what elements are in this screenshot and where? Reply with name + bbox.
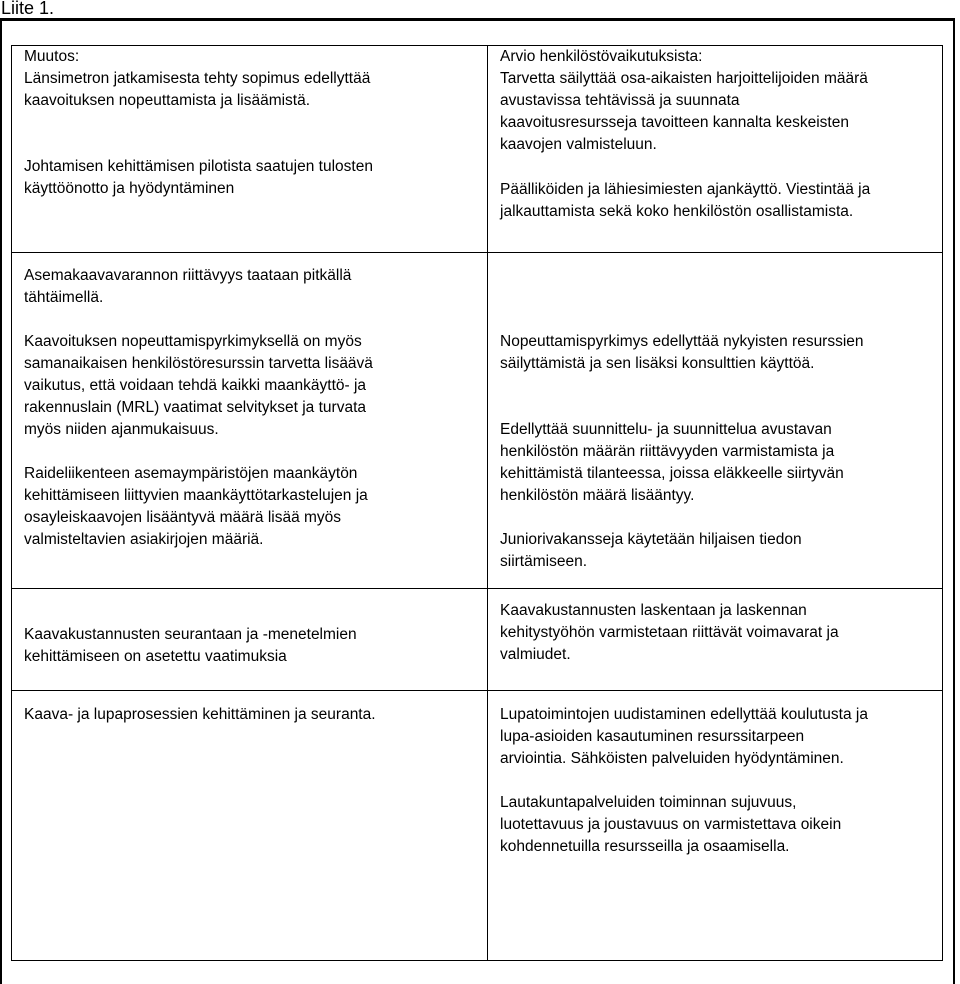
row2-right-text-2: Edellyttää suunnittelu- ja suunnittelua avustavan henkilöstön määrän riittävyyden varmistamista ja kehittämistä tilanteessa, joissa eläkkeelle siirtyvän henkilöstön määrä lisääntyy.: [500, 421, 844, 504]
row4-left-cell: [12, 691, 488, 961]
row2-right-text-3: Juniorivakansseja käytetään hiljaisen tiedon siirtämiseen.: [500, 531, 802, 570]
table-row: [12, 253, 943, 589]
row1-right-text: Päälliköiden ja lähiesimiesten ajankäyttö. Viestintää ja jalkauttamista sekä koko henkilöstön osallistamista.: [500, 181, 871, 220]
row2-right-text-1: Nopeuttamispyrkimys edellyttää nykyisten resurssien säilyttämistä ja sen lisäksi konsulttien käyttöä.: [500, 333, 864, 372]
row2-left-text-2: Kaavoituksen nopeuttamispyrkimyksellä on myös samanaikaisen henkilöstöresurssin tarvetta lisäävä vaikutus, että voidaan tehdä kaikki maankäyttö- ja rakennuslain (MRL) vaatimat selvitykset ja turvata myös niiden ajanmukaisuus.: [24, 333, 373, 438]
row4-left-text: Kaava- ja lupaprosessien kehittäminen ja seuranta.: [24, 706, 376, 723]
table-row: [12, 691, 943, 961]
row2-left-cell: [12, 253, 488, 589]
table-header-row: [12, 46, 943, 253]
header-impact-cell: [488, 46, 943, 253]
row3-right-text: Kaavakustannusten laskentaan ja laskennan kehitystyöhön varmistetaan riittävät voimavarat ja valmiudet.: [500, 602, 839, 663]
table-row: [12, 589, 943, 691]
header-changes-cell: [12, 46, 488, 253]
row4-right-text-2: Lautakuntapalveluiden toiminnan sujuvuus, luotettavuus ja joustavuus on varmistettava oikein kohdennetuilla resursseilla ja osaamisella.: [500, 794, 842, 855]
row4-right-cell: [488, 691, 943, 961]
row2-right-cell: [488, 253, 943, 589]
row3-right-cell: [488, 589, 943, 691]
header-impact-text: Arvio henkilöstövaikutuksista: Tarvetta säilyttää osa-aikaisten harjoittelijoiden määrä avustavissa tehtävissä ja suunnata kaavoitusresursseja tavoitteen kannalta keskeisten kaavojen valmisteluun.: [500, 48, 868, 153]
row2-left-text-3: Raideliikenteen asemaympäristöjen maankäytön kehittämiseen liittyvien maankäyttötarkastelujen ja osayleiskaavojen lisääntyvä määrä lisää myös valmisteltavien asiakirjojen määriä.: [24, 465, 368, 548]
row3-left-text: Kaavakustannusten seurantaan ja -menetelmien kehittämiseen on asetettu vaatimuksia: [24, 626, 357, 665]
row2-left-text-1: Asemakaavavarannon riittävyys taataan pitkällä tähtäimellä.: [24, 267, 352, 306]
row3-left-cell: [12, 589, 488, 691]
row1-left-text: Johtamisen kehittämisen pilotista saatujen tulosten käyttöönotto ja hyödyntäminen: [24, 158, 373, 197]
page-label: Liite 1.: [1, 0, 55, 18]
row4-right-text-1: Lupatoimintojen uudistaminen edellyttää koulutusta ja lupa-asioiden kasautuminen resurssitarpeen arviointia. Sähköisten palveluiden hyödyntäminen.: [500, 706, 868, 767]
change-impact-table: [11, 45, 943, 961]
header-changes-text: Muutos: Länsimetron jatkamisesta tehty sopimus edellyttää kaavoituksen nopeuttamista ja lisäämistä.: [24, 48, 371, 109]
